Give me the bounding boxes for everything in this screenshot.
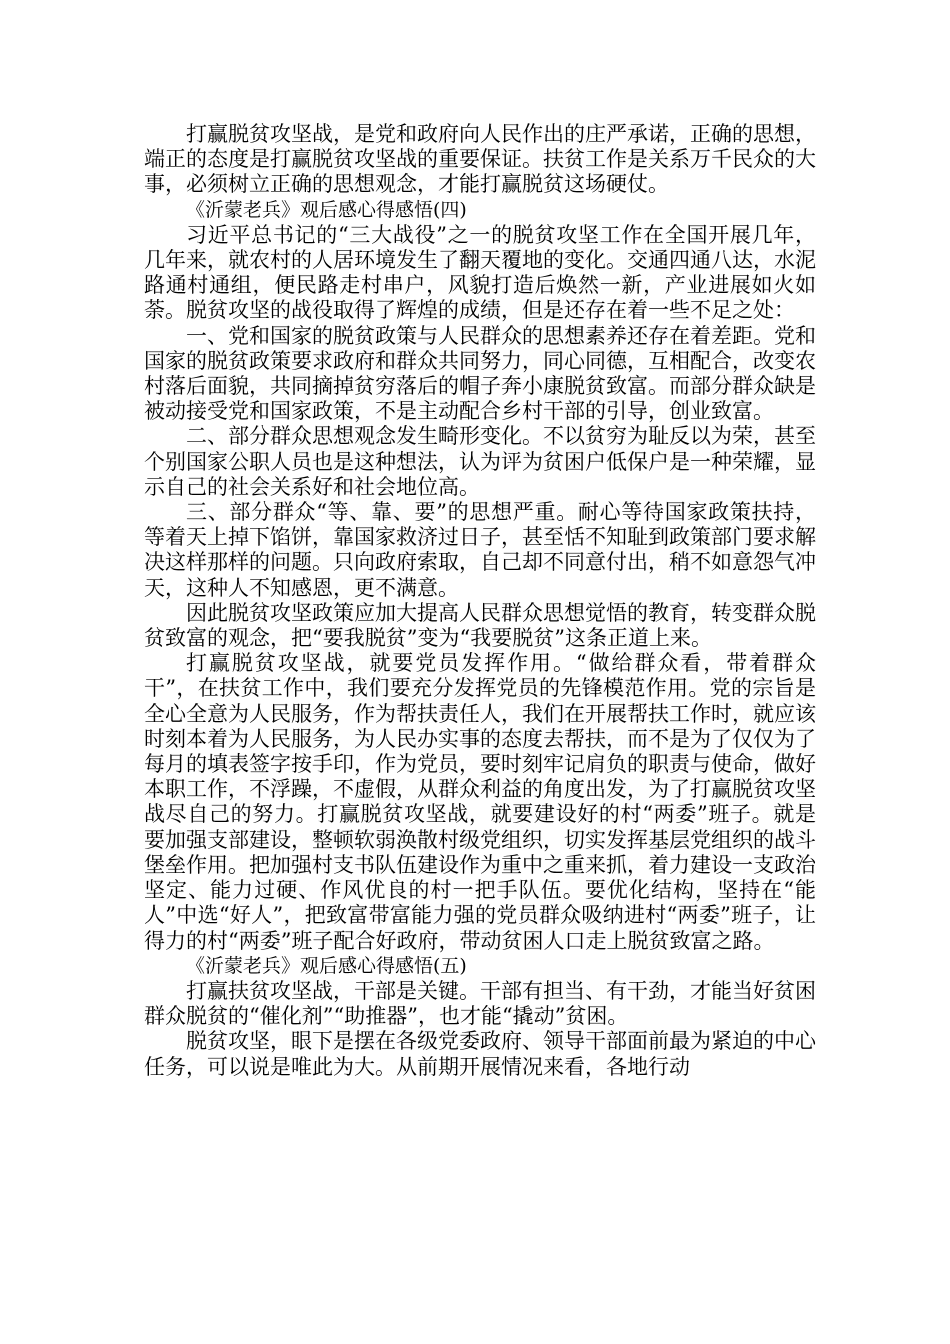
- paragraph: 三、部分群众“等、靠、要”的思想严重。耐心等待国家政策扶持，等着天上掉下馅饼，靠国家救济过日子，甚至恬不知耻到政策部门要求解决这样那样的问题。只向政府索取，自己却不同意付出，稍不如意怨气冲天，这种人不知感恩，更不满意。: [144, 500, 816, 600]
- paragraph: 因此脱贫攻坚政策应加大提高人民群众思想觉悟的教育，转变群众脱贫致富的观念，把“要我脱贫”变为“我要脱贫”这条正道上来。: [144, 600, 816, 651]
- paragraph: 脱贫攻坚，眼下是摆在各级党委政府、领导干部面前最为紧迫的中心任务，可以说是唯此为大。从前期开展情况来看，各地行动: [144, 1029, 816, 1079]
- section-heading: 《沂蒙老兵》观后感心得感悟(四): [186, 198, 467, 221]
- document-body: [144, 122, 816, 1080]
- paragraph: 二、部分群众思想观念发生畸形变化。不以贫穷为耻反以为荣，甚至个别国家公职人员也是这种想法，认为评为贫困户低保户是一种荣耀，显示自己的社会关系好和社会地位高。: [144, 424, 816, 499]
- paragraph: 打赢脱贫攻坚战，就要党员发挥作用。“做给群众看，带着群众干”，在扶贫工作中，我们要充分发挥党员的先锋模范作用。党的宗旨是全心全意为人民服务，作为帮扶责任人，我们在开展帮扶工作时，就应该时刻本着为人民服务，为人民办实事的态度去帮扶，而不是为了仅仅为了每月的填表签字按手印，作为党员，要时刻牢记肩负的职责与使命，做好本职工作，不浮躁，不虚假，从群众利益的角度出发，为了打赢脱贫攻坚战尽自己的努力。打赢脱贫攻坚战，就要建设好的村“两委”班子。就是要加强支部建设，整顿软弱涣散村级党组织，切实发挥基层党组织的战斗堡垒作用。把加强村支书队伍建设作为重中之重来抓，着力建设一支政治坚定、能力过硬、作风优良的村一把手队伍。要优化结构，坚持在“能人”中选“好人”，把致富带富能力强的党员群众吸纳进村“两委”班子，让得力的村“两委”班子配合好政府，带动贫困人口走上脱贫致富之路。: [144, 651, 816, 953]
- paragraph: 习近平总书记的“三大战役”之一的脱贫攻坚工作在全国开展几年，几年来，就农村的人居环境发生了翻天覆地的变化。交通四通八达，水泥路通村通组，便民路走村串户，风貌打造后焕然一新，产业进展如火如荼。脱贫攻坚的战役取得了辉煌的成绩，但是还存在着一些不足之处：: [144, 222, 816, 323]
- section-heading: 《沂蒙老兵》观后感心得感悟(五): [186, 954, 467, 977]
- paragraph: 打赢扶贫攻坚战，干部是关键。干部有担当、有干劲，才能当好贫困群众脱贫的“催化剂”“助推器”，也才能“撬动”贫困。: [144, 978, 816, 1029]
- paragraph: 打赢脱贫攻坚战，是党和政府向人民作出的庄严承诺，正确的思想，端正的态度是打赢脱贫攻坚战的重要保证。扶贫工作是关系万千民众的大事，必须树立正确的思想观念，才能打赢脱贫这场硬仗。: [144, 122, 816, 197]
- paragraph: 一、党和国家的脱贫政策与人民群众的思想素养还存在着差距。党和国家的脱贫政策要求政府和群众共同努力，同心同德，互相配合，改变农村落后面貌，共同摘掉贫穷落后的帽子奔小康脱贫致富。而部分群众缺是被动接受党和国家政策，不是主动配合乡村干部的引导，创业致富。: [144, 323, 816, 424]
